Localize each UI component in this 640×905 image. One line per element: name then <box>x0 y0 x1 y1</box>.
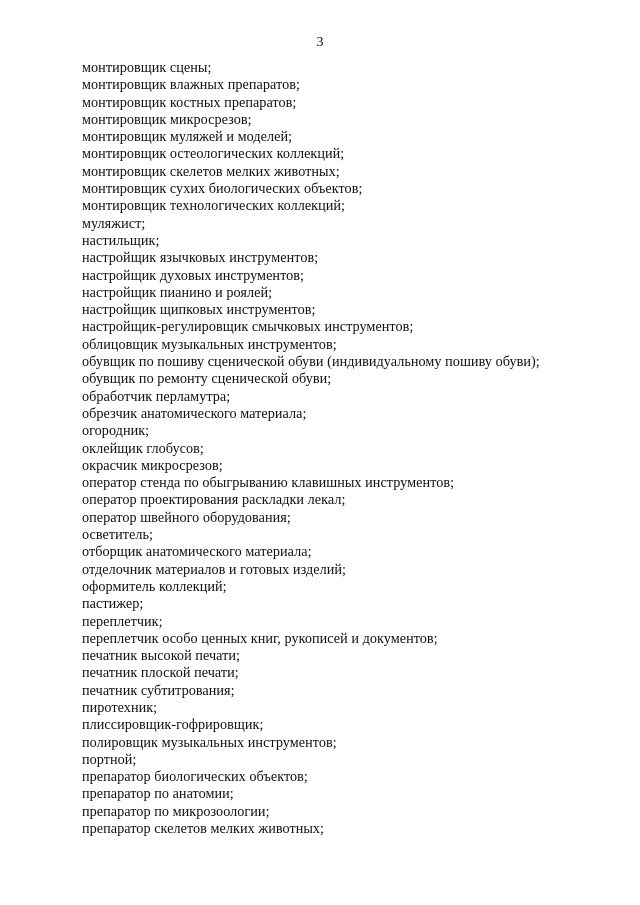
page-number: 3 <box>316 35 324 50</box>
list-item: переплетчик особо ценных книг, рукописей и документов; <box>82 630 438 647</box>
list-item: монтировщик скелетов мелких животных; <box>82 163 340 180</box>
list-item: обувщик по ремонту сценической обуви; <box>82 371 332 388</box>
list-item: облицовщик музыкальных инструментов; <box>82 336 337 353</box>
list-item: печатник высокой печати; <box>82 648 240 665</box>
list-item: монтировщик остеологических коллекций; <box>82 146 345 163</box>
list-item: плиссировщик-гофрировщик; <box>82 717 264 734</box>
list-item: монтировщик микросрезов; <box>82 111 252 128</box>
list-item: монтировщик сухих биологических объектов; <box>82 181 363 198</box>
profession-list <box>82 60 610 838</box>
list-item: муляжист; <box>82 215 146 232</box>
list-item: пастижер; <box>82 596 144 613</box>
list-item: монтировщик сцены; <box>82 60 212 76</box>
list-item: отделочник материалов и готовых изделий; <box>82 561 346 578</box>
list-item: оклейщик глобусов; <box>82 440 204 457</box>
list-item: оператор проектирования раскладки лекал; <box>82 492 346 509</box>
list-item: обувщик по пошиву сценической обуви (индивидуальному пошиву обуви); <box>82 354 540 371</box>
list-item: печатник плоской печати; <box>82 665 239 682</box>
list-item: окрасчик микросрезов; <box>82 457 223 474</box>
list-item: огородник; <box>82 423 150 440</box>
list-item: отборщик анатомического материала; <box>82 544 312 561</box>
list-item: монтировщик влажных препаратов; <box>82 77 300 94</box>
list-item: осветитель; <box>82 527 153 544</box>
list-item: пиротехник; <box>82 699 158 716</box>
list-item: препаратор по микрозоологии; <box>82 803 270 820</box>
list-item: монтировщик костных препаратов; <box>82 94 297 111</box>
list-item: портной; <box>82 751 137 768</box>
list-item: препаратор скелетов мелких животных; <box>82 821 325 838</box>
list-item: настройщик-регулировщик смычковых инструментов; <box>82 319 414 336</box>
list-item: обрезчик анатомического материала; <box>82 405 307 422</box>
list-item: настройщик пианино и роялей; <box>82 284 273 301</box>
list-item: переплетчик; <box>82 613 163 630</box>
list-item: препаратор биологических объектов; <box>82 769 308 786</box>
list-item: монтировщик технологических коллекций; <box>82 198 346 215</box>
list-item: оператор стенда по обыгрыванию клавишных инструментов; <box>82 475 455 492</box>
list-item: настройщик щипковых инструментов; <box>82 302 316 319</box>
list-item: настройщик язычковых инструментов; <box>82 250 319 267</box>
list-item: полировщик музыкальных инструментов; <box>82 734 337 751</box>
list-item: монтировщик муляжей и моделей; <box>82 129 293 146</box>
list-item: настройщик духовых инструментов; <box>82 267 305 284</box>
list-item: настильщик; <box>82 232 160 249</box>
list-item: оператор швейного оборудования; <box>82 509 291 526</box>
list-item: препаратор по анатомии; <box>82 786 234 803</box>
list-item: обработчик перламутра; <box>82 388 231 405</box>
list-item: печатник субтитрования; <box>82 682 235 699</box>
list-item: оформитель коллекций; <box>82 578 227 595</box>
